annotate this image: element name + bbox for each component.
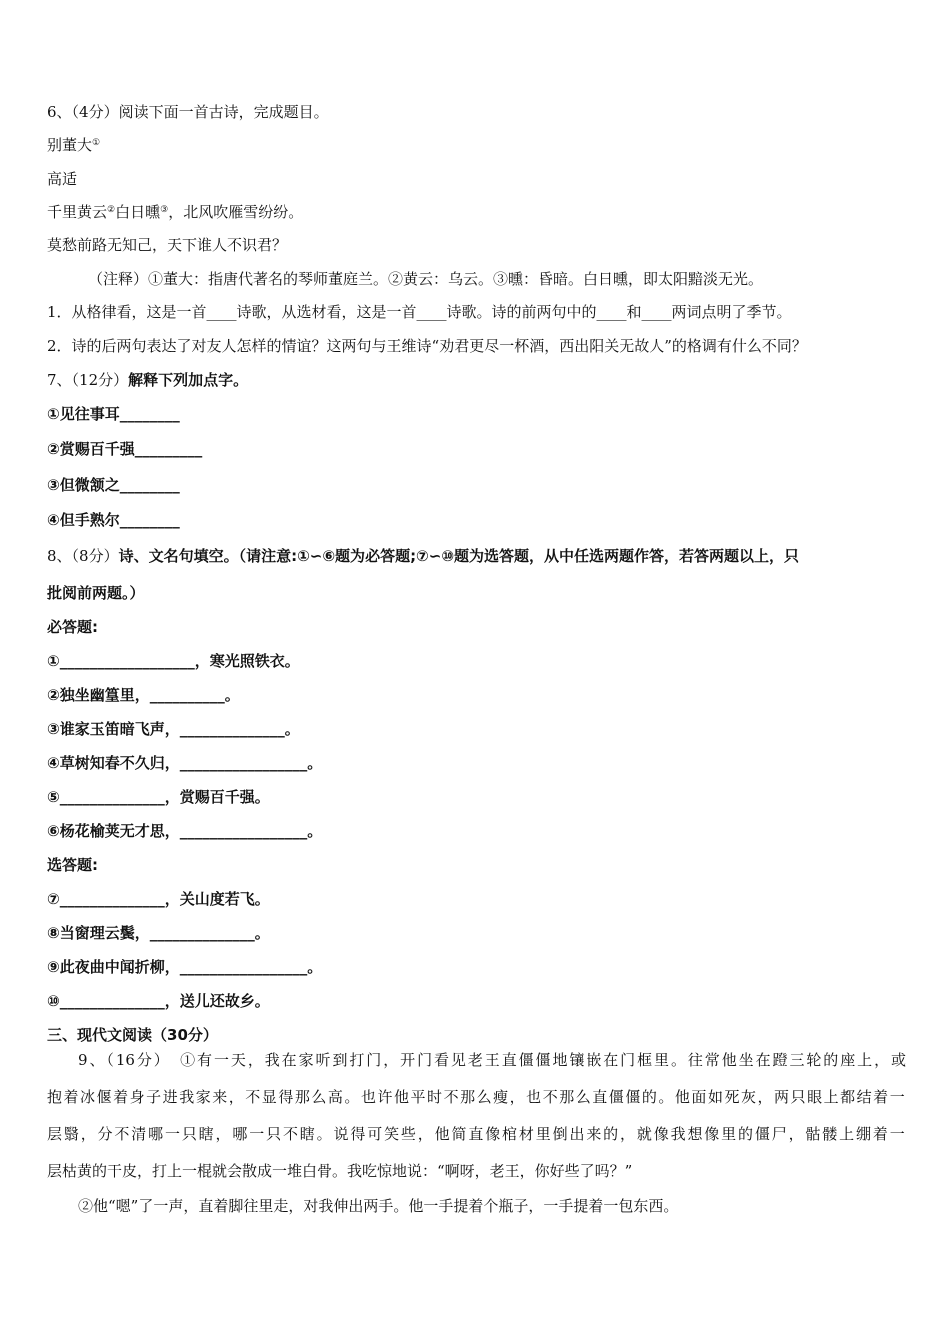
poem-author: 高适 <box>47 170 78 188</box>
q8-optional-9: ⑨此夜曲中闻折柳，_________________。 <box>47 958 323 976</box>
q7-prefix: 7、（12分） <box>47 371 129 389</box>
q7-item-2: ②赏赐百千强_________ <box>47 440 203 458</box>
section3-title: 三、现代文阅读（30分） <box>47 1026 218 1044</box>
q8-required-3: ③谁家玉笛暗飞声，______________。 <box>47 720 300 738</box>
q9-para1-line-1: 9、（16分） ①有一天，我在家听到打门，开门看见老王直僵僵地镶嵌在门框里。往常他坐在蹬三轮的座上，或 <box>78 1051 906 1069</box>
q6-sub2: 2．诗的后两句表达了对友人怎样的情谊？这两句与王维诗“劝君更尽一杯酒，西出阳关无故人”的格调有什么不同？ <box>47 337 807 355</box>
poem-annotation: （注释）①董大：指唐代著名的琴师董庭兰。②黄云：乌云。③曛：昏暗。白日曛，即太阳黯淡无光。 <box>88 270 764 288</box>
q8-optional-10: ⑩______________，送儿还故乡。 <box>47 992 270 1010</box>
poem-line-1-a: 千里黄云 <box>47 203 108 221</box>
q8-optional-8: ⑧当窗理云鬓，______________。 <box>47 924 270 942</box>
q8-required-5: ⑤______________，赏赐百千强。 <box>47 788 270 806</box>
q9-para1-line-2: 抱着冰偃着身子进我家来，不显得那么高。也许他平时不那么瘦，也不那么直僵僵的。他面如死灰，两只眼上都结着一 <box>47 1088 905 1106</box>
q7-item-4: ④但手熟尔________ <box>47 511 180 529</box>
q8-required-6: ⑥杨花榆荚无才思，_________________。 <box>47 822 323 840</box>
q9-para2: ②他“嗯”了一声，直着脚往里走，对我伸出两手。他一手提着个瓶子，一手提着一包东西。 <box>78 1197 679 1215</box>
q6-sub1: 1．从格律看，这是一首____诗歌，从选材看，这是一首____诗歌。诗的前两句中的____和____两词点明了季节。 <box>47 303 792 321</box>
q8-prefix: 8、（8分） <box>47 547 119 565</box>
poem-title-note: ① <box>92 138 101 148</box>
q8-required-4: ④草树知春不久归，_________________。 <box>47 754 323 772</box>
poem-line-1-c: ，北风吹雁雪纷纷。 <box>168 203 304 221</box>
q7-item-3: ③但微颔之________ <box>47 476 180 494</box>
q8-header <box>47 546 799 566</box>
poem-line-2: 莫愁前路无知己，天下谁人不识君？ <box>47 236 288 254</box>
poem-title <box>47 135 100 155</box>
q7-instruction: 解释下列加点字。 <box>128 371 249 389</box>
q8-required-label: 必答题: <box>47 618 98 636</box>
poem-title-text: 别董大 <box>47 136 93 154</box>
poem-note-3: ③ <box>160 205 169 215</box>
poem-line-1-b: 白日曛 <box>115 203 161 221</box>
q8-required-2: ②独坐幽篁里，__________。 <box>47 686 240 704</box>
q8-required-1: ①__________________，寒光照铁衣。 <box>47 652 300 670</box>
q6-header: 6、（4分）阅读下面一首古诗，完成题目。 <box>47 103 329 121</box>
q8-optional-label: 选答题: <box>47 856 98 874</box>
q7-item-1: ①见往事耳________ <box>47 405 180 423</box>
q7-header <box>47 370 248 390</box>
q8-instruction-line-1: 诗、文名句填空。（请注意:①∽⑥题为必答题;⑦∽⑩题为选答题，从中任选两题作答，若答两题以上，只 <box>118 547 800 565</box>
poem-line-1 <box>47 202 303 222</box>
q8-instruction-line-2: 批阅前两题。） <box>47 584 145 602</box>
q8-optional-7: ⑦______________，关山度若飞。 <box>47 890 270 908</box>
q9-para1-line-3: 层翳，分不清哪一只瞎，哪一只不瞎。说得可笑些，他简直像棺材里倒出来的，就像我想像里的僵尸，骷髅上绷着一 <box>47 1125 905 1143</box>
q9-para1-line-4: 层枯黄的干皮，打上一棍就会散成一堆白骨。我吃惊地说：“啊呀，老王，你好些了吗？” <box>47 1162 633 1180</box>
poem-note-2: ② <box>107 205 116 215</box>
